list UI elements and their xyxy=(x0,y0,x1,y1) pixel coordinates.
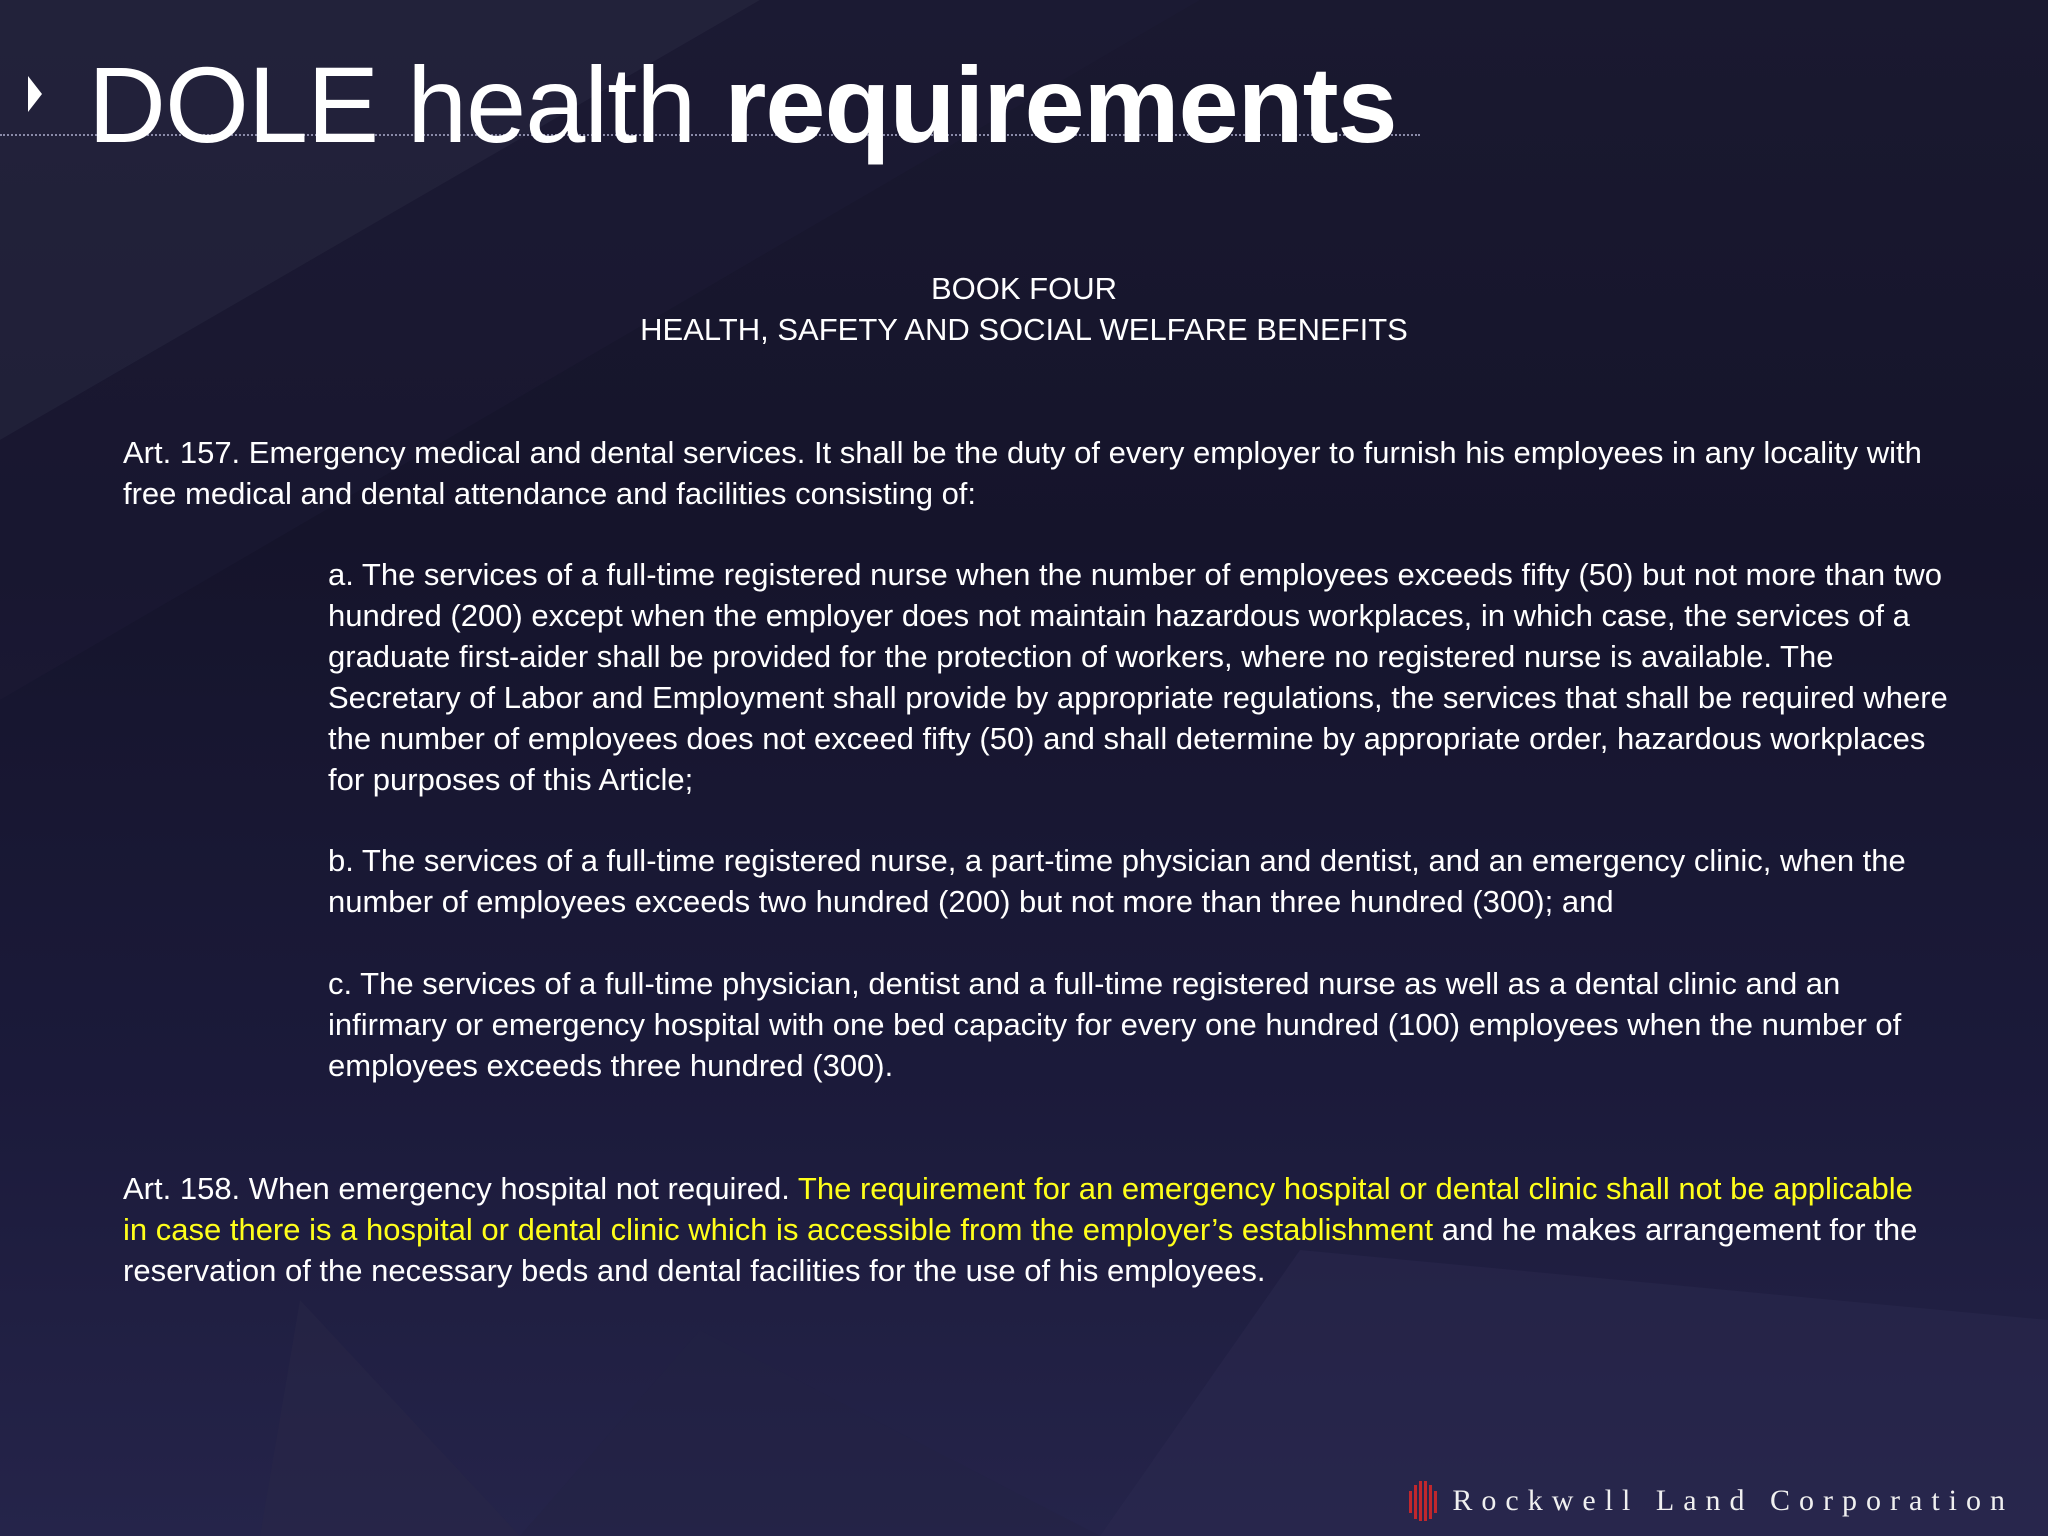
book-heading-line2: HEALTH, SAFETY AND SOCIAL WELFARE BENEFITS xyxy=(640,312,1408,347)
title-bold-text: requirements xyxy=(724,44,1397,165)
article-157-item-b: b. The services of a full-time registered nurse, a part-time physician and dentist, and an emergency clinic, when the number of employees exceeds two hundred (200) but not more than three hundred (300); and xyxy=(328,843,1906,919)
title-regular-text: DOLE health xyxy=(88,44,725,165)
title-bullet-icon xyxy=(28,76,42,112)
article-158-highlight: The requirement for an emergency hospital or dental clinic shall not be applicable in case there is a hospital or dental clinic which is accessible from the employer’s establishment xyxy=(123,1171,1913,1247)
article-158-tail: and he makes arrangement for the reservation of the necessary beds and dental facilities for the use of his employees. xyxy=(123,1212,1918,1288)
article-157-item-a: a. The services of a full-time registered nurse when the number of employees exceeds fifty (50) but not more than two hundred (200) except when the employer does not maintain hazardous workplaces, in which case, the services of a graduate first-aider shall be provided for the protection of workers, where no registered nurse is available. The Secretary of Labor and Employment shall provide by appropriate regulations, the services that shall be required where the number of employees does not exceed fifty (50) and shall determine by appropriate order, hazardous workplaces for purposes of this Article; xyxy=(328,557,1948,797)
article-157-text: Art. 157. Emergency medical and dental services. It shall be the duty of every employer to furnish his employees in any locality with free medical and dental attendance and facilities consisting of: xyxy=(123,435,1922,511)
slide-title xyxy=(88,40,1397,170)
rockwell-logo-icon xyxy=(1408,1479,1438,1523)
footer xyxy=(1408,1476,2014,1526)
article-158-text xyxy=(123,1168,1923,1291)
book-heading xyxy=(0,268,2048,350)
article-157-item-c: c. The services of a full-time physician, dentist and a full-time registered nurse as well as a dental clinic and an infirmary or emergency hospital with one bed capacity for every one hundred (100) employees when the number of employees exceeds three hundred (300). xyxy=(328,966,1902,1083)
book-heading-line1: BOOK FOUR xyxy=(930,271,1117,306)
article-158-lead: Art. 158. When emergency hospital not required. xyxy=(123,1171,798,1206)
company-name: Rockwell Land Corporation xyxy=(1452,1484,2014,1517)
